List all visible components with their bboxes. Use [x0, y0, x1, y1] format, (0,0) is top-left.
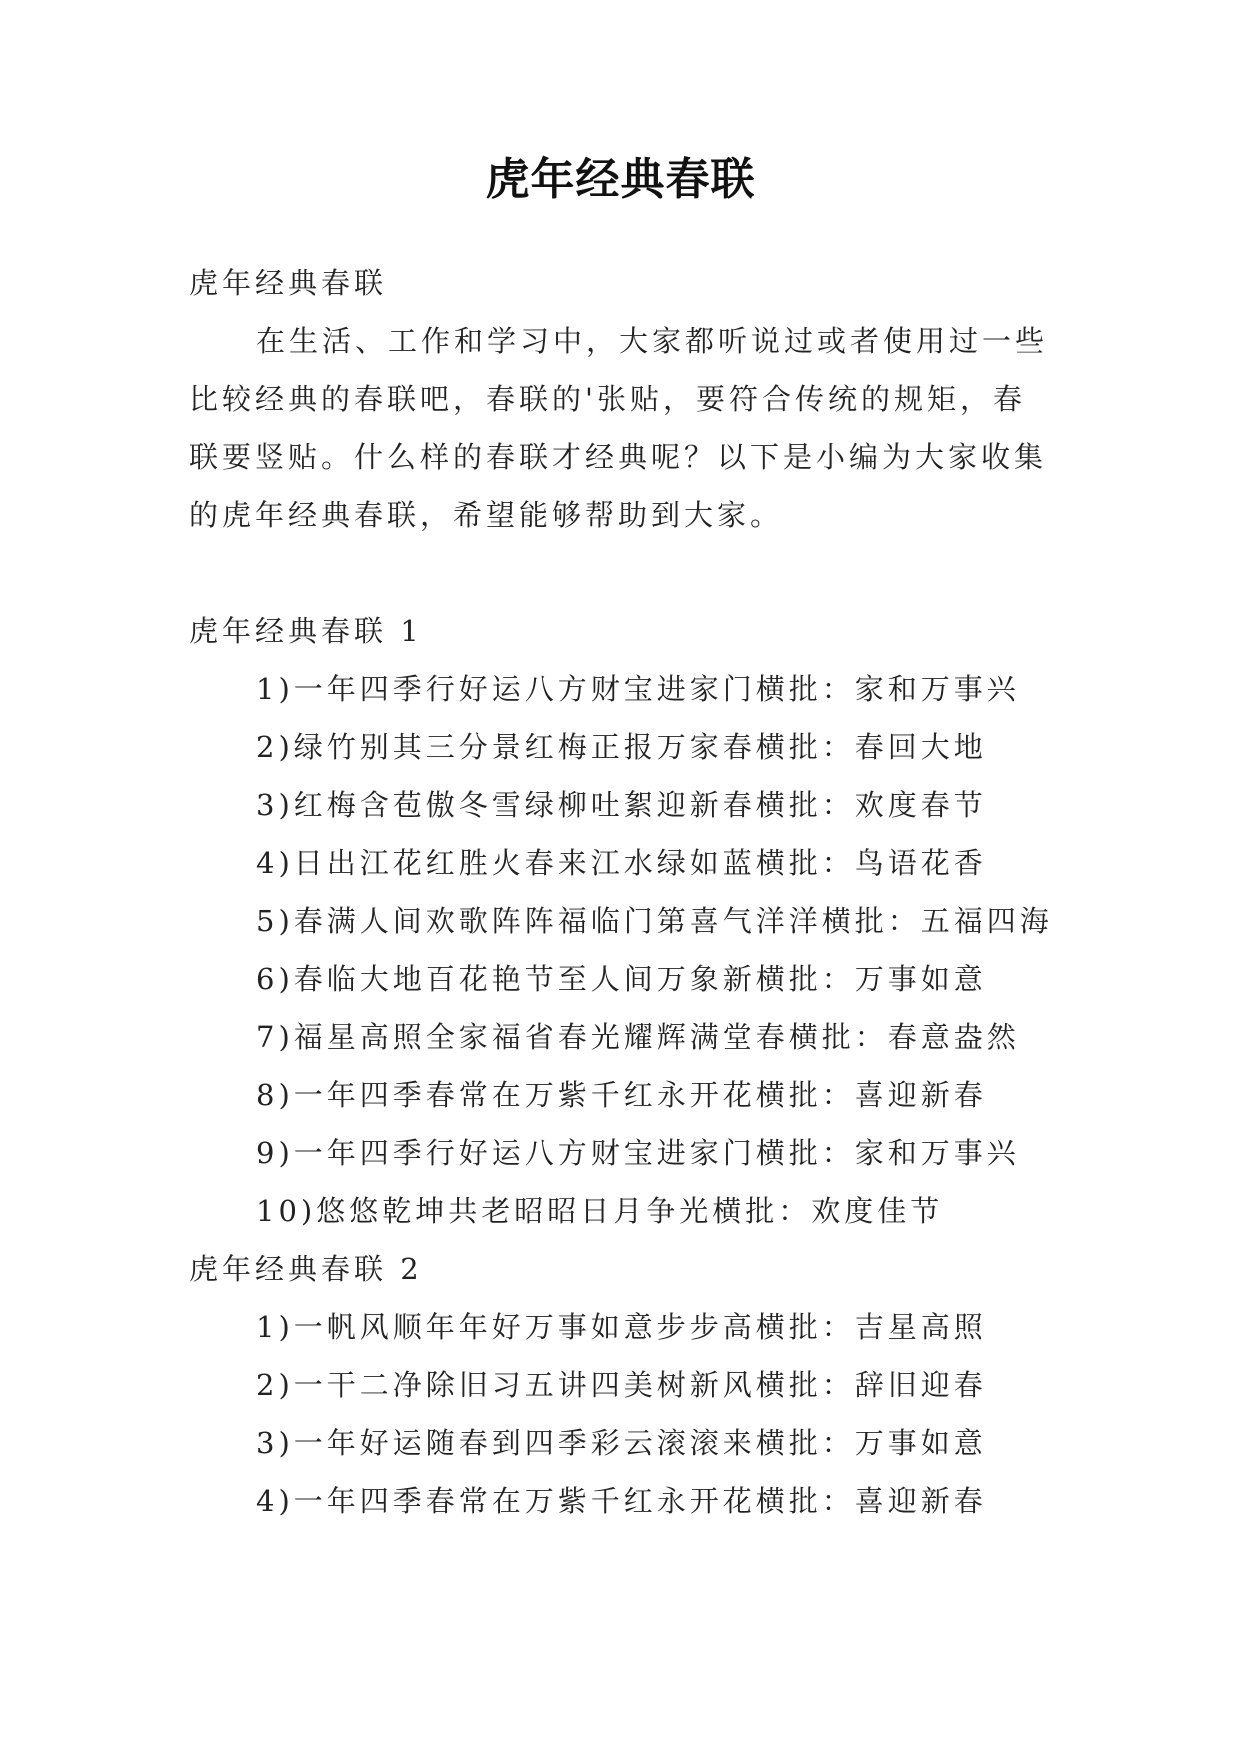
intro-line: 比较经典的春联吧，春联的'张贴，要符合传统的规矩，春 — [189, 382, 1026, 416]
couplet-item: 3)一年好运随春到四季彩云滚滚来横批：万事如意 — [256, 1426, 987, 1460]
intro-line: 联要竖贴。什么样的春联才经典呢？以下是小编为大家收集 — [189, 440, 1048, 474]
intro-paragraph — [189, 312, 1059, 544]
intro-line: 在生活、工作和学习中，大家都听说过或者使用过一些 — [256, 324, 1049, 358]
couplet-item: 7)福星高照全家福省春光耀辉满堂春横批：春意盎然 — [256, 1020, 1020, 1054]
section-1 — [189, 602, 1059, 1240]
couplet-item: 1)一年四季行好运八方财宝进家门横批：家和万事兴 — [256, 672, 1020, 706]
section-heading: 虎年经典春联 2 — [189, 1252, 423, 1286]
couplet-item: 2)绿竹别其三分景红梅正报万家春横批：春回大地 — [256, 730, 987, 764]
document-body — [189, 254, 1059, 1530]
section-heading: 虎年经典春联 1 — [189, 614, 423, 648]
couplet-item: 8)一年四季春常在万紫千红永开花横批：喜迎新春 — [256, 1078, 987, 1112]
couplet-item: 4)日出江花红胜火春来江水绿如蓝横批：鸟语花香 — [256, 846, 987, 880]
couplet-item: 10)悠悠乾坤共老昭昭日月争光横批：欢度佳节 — [256, 1194, 944, 1228]
subtitle: 虎年经典春联 — [189, 266, 388, 300]
couplet-item: 2)一干二净除旧习五讲四美树新风横批：辞旧迎春 — [256, 1368, 987, 1402]
couplet-item: 5)春满人间欢歌阵阵福临门第喜气洋洋横批：五福四海 — [256, 904, 1053, 938]
intro-line: 的虎年经典春联，希望能够帮助到大家。 — [189, 498, 784, 532]
paragraph-gap — [189, 544, 1059, 602]
couplet-item: 3)红梅含苞傲冬雪绿柳吐絮迎新春横批：欢度春节 — [256, 788, 987, 822]
document-title: 虎年经典春联 — [485, 154, 756, 205]
couplet-item: 1)一帆风顺年年好万事如意步步高横批：吉星高照 — [256, 1310, 987, 1344]
section-2 — [189, 1240, 1059, 1530]
couplet-item: 9)一年四季行好运八方财宝进家门横批：家和万事兴 — [256, 1136, 1020, 1170]
couplet-item: 4)一年四季春常在万紫千红永开花横批：喜迎新春 — [256, 1484, 987, 1518]
couplet-item: 6)春临大地百花艳节至人间万象新横批：万事如意 — [256, 962, 987, 996]
